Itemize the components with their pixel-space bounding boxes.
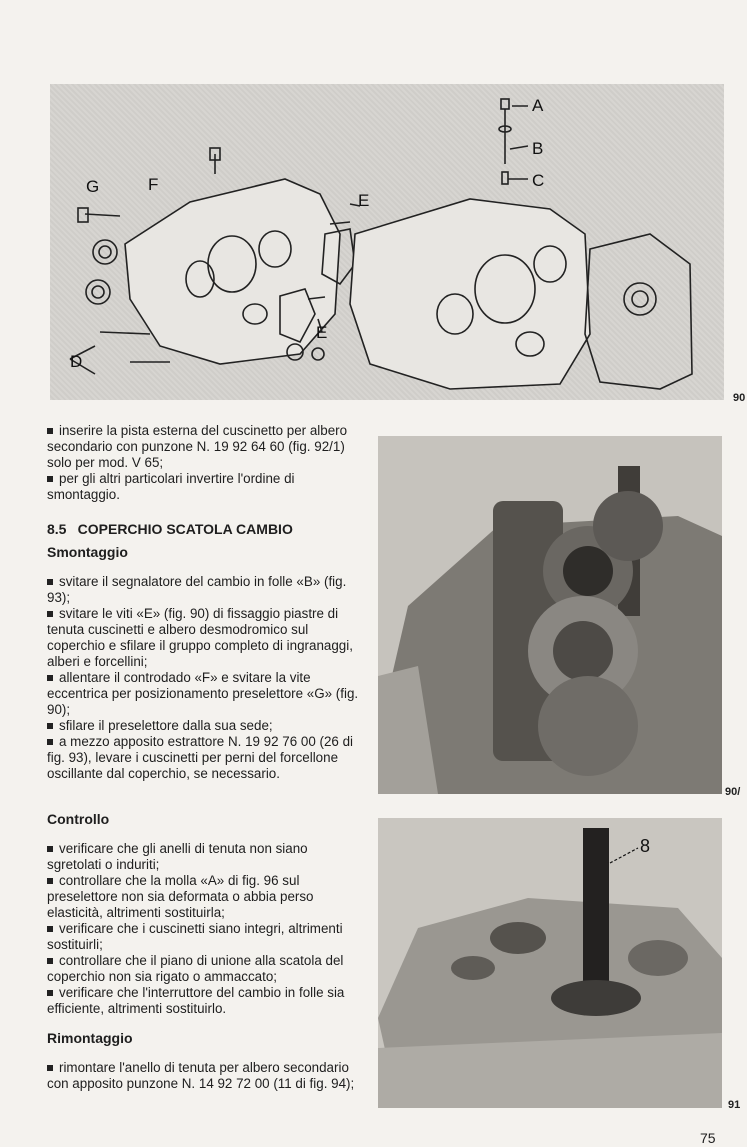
list-item: sfilare il preselettore dalla sua sede; <box>47 718 365 734</box>
list-item: inserire la pista esterna del cuscinetto per albero secondario con punzone N. 19 92 64 60 (fig. 92/1) solo per mod. V 65; <box>47 423 365 471</box>
label-C: C <box>532 171 545 190</box>
gearbox-photo <box>378 436 722 794</box>
label-E-top: E <box>358 191 370 210</box>
cover-photo <box>378 818 722 1108</box>
section-title: COPERCHIO SCATOLA CAMBIO <box>77 521 293 537</box>
smontaggio-heading: Smontaggio <box>47 544 128 560</box>
rimontaggio-heading: Rimontaggio <box>47 1030 133 1046</box>
label-A: A <box>532 96 544 115</box>
list-item: verificare che l'interruttore del cambio in folle sia efficiente, altrimenti sostituirlo. <box>47 985 365 1017</box>
label-B: B <box>532 139 544 158</box>
list-item: rimontare l'anello di tenuta per albero secondario con apposito punzone N. 14 92 72 00 (11 di fig. 94); <box>47 1060 365 1092</box>
list-item: verificare che i cuscinetti siano integri, altrimenti sostituirli; <box>47 921 365 953</box>
label-G: G <box>86 177 100 196</box>
figure-90-exploded-view <box>50 84 724 400</box>
exploded-diagram <box>50 84 724 400</box>
intro-text <box>47 423 365 503</box>
figure-90b-photo <box>378 436 722 794</box>
label-F: F <box>148 175 159 194</box>
list-item: a mezzo apposito estrattore N. 19 92 76 00 (26 di fig. 93), levare i cuscinetti per perni del forcellone oscillante dal coperchio, se necessario. <box>47 734 365 782</box>
figure-91-number: 91 <box>728 1099 741 1111</box>
figure-91-photo <box>378 818 722 1108</box>
list-item: allentare il controdado «F» e svitare la vite eccentrica per posizionamento preselettore «G» (fig. 90); <box>47 670 365 718</box>
page-number: 75 <box>700 1130 716 1146</box>
label-D: D <box>70 352 83 371</box>
list-item: controllare che la molla «A» di fig. 96 sul preselettore non sia deformata o abbia perso elasticità, altrimenti sostituirla; <box>47 873 365 921</box>
section-heading <box>47 521 365 538</box>
list-item: controllare che il piano di unione alla scatola del coperchio non sia rigato o ammaccato; <box>47 953 365 985</box>
figure-90b-number: 90/ <box>725 786 741 798</box>
label-E-bottom: E <box>316 323 328 342</box>
list-item: per gli altri particolari invertire l'ordine di smontaggio. <box>47 471 365 503</box>
list-item: verificare che gli anelli di tenuta non siano sgretolati o induriti; <box>47 841 365 873</box>
section-number: 8.5 <box>47 521 67 537</box>
smontaggio-block <box>47 544 365 782</box>
callout-8: 8 <box>640 836 651 856</box>
list-item: svitare le viti «E» (fig. 90) di fissaggio piastre di tenuta cuscinetti e albero desmodromico sul coperchio e sfilare il gruppo completo di ingranaggi, alberi e forcellini; <box>47 606 365 670</box>
rimontaggio-block <box>47 1030 365 1092</box>
figure-90-number: 90 <box>733 392 746 404</box>
list-item: svitare il segnalatore del cambio in folle «B» (fig. 93); <box>47 574 365 606</box>
controllo-block <box>47 811 365 1017</box>
controllo-heading: Controllo <box>47 811 110 827</box>
